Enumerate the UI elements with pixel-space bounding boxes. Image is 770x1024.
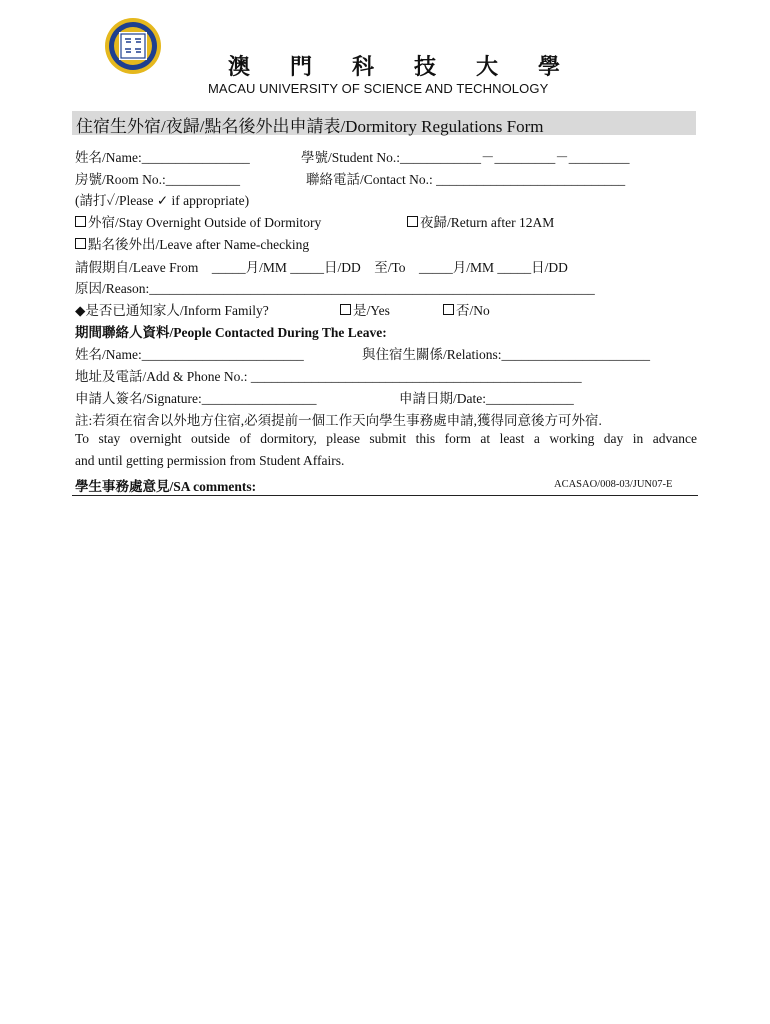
student-no-field[interactable]: 學號/Student No.:____________－_________－_________	[301, 150, 630, 165]
university-char: 門	[290, 54, 313, 79]
university-logo	[104, 17, 162, 75]
reason-field[interactable]: 原因/Reason:__________________________________________________________________	[75, 281, 595, 296]
university-char: 大	[476, 54, 499, 79]
room-no-field[interactable]: 房號/Room No.:___________	[75, 172, 241, 187]
bottom-rule	[72, 495, 698, 496]
contact-name-field[interactable]: 姓名/Name:________________________	[75, 347, 304, 362]
yes-option[interactable]	[340, 299, 390, 319]
university-name-zh	[228, 50, 600, 81]
checkbox[interactable]	[407, 216, 418, 227]
inform-family-label: ◆是否已通知家人/Inform Family?	[75, 303, 269, 318]
note-zh: 註:若須在宿舍以外地方住宿,必須提前一個工作天向學生事務處申請,獲得同意後方可外宿.	[75, 413, 602, 428]
university-char: 技	[414, 54, 437, 79]
address-phone-field[interactable]: 地址及電話/Add & Phone No.: _________________________________________________	[75, 369, 582, 384]
no-label: 否/No	[456, 303, 490, 318]
relations-field[interactable]: 與住宿生關係/Relations:______________________	[362, 347, 650, 362]
return-label: 夜歸/Return after 12AM	[420, 215, 555, 230]
overnight-label: 外宿/Stay Overnight Outside of Dormitory	[88, 215, 322, 230]
contact-no-field[interactable]: 聯絡電話/Contact No.: ____________________________	[306, 172, 626, 187]
checkbox[interactable]	[443, 304, 454, 315]
university-char: 澳	[228, 54, 251, 79]
note-en-line2: and until getting permission from Student Affairs.	[75, 453, 345, 468]
checkbox[interactable]	[340, 304, 351, 315]
university-char: 學	[538, 54, 561, 79]
no-option[interactable]	[443, 299, 490, 319]
return-option[interactable]	[407, 211, 554, 231]
form-code: ACASAO/008-03/JUN07-E	[554, 479, 673, 490]
overnight-option[interactable]	[75, 211, 321, 231]
checkbox[interactable]	[75, 216, 86, 227]
yes-label: 是/Yes	[353, 303, 390, 318]
sa-comments-label: 學生事務處意見/SA comments:	[75, 479, 257, 494]
university-name-en: MACAU UNIVERSITY OF SCIENCE AND TECHNOLOGY	[208, 81, 549, 96]
leave-label: 點名後外出/Leave after Name-checking	[88, 237, 310, 252]
name-field[interactable]: 姓名/Name:________________	[75, 150, 250, 165]
form-title: 住宿生外宿/夜歸/點名後外出申請表/Dormitory Regulations Form	[76, 117, 544, 136]
leave-option[interactable]	[75, 233, 309, 253]
note-en-line1: To stay overnight outside of dormitory, please submit this form at least a working day in advance	[75, 431, 697, 446]
checkbox[interactable]	[75, 238, 86, 249]
instruction-text: (請打✓/Please ✓ if appropriate)	[75, 193, 250, 208]
signature-field[interactable]: 申請人簽名/Signature:_________________	[75, 391, 317, 406]
contact-section-header: 期間聯絡人資料/People Contacted During The Leave:	[75, 325, 387, 340]
date-field[interactable]: 申請日期/Date:_____________	[399, 391, 574, 406]
leave-period-field[interactable]: 請假期自/Leave From _____月/MM _____日/DD 至/To _____月/MM _____日/DD	[75, 260, 568, 275]
university-char: 科	[352, 54, 375, 79]
